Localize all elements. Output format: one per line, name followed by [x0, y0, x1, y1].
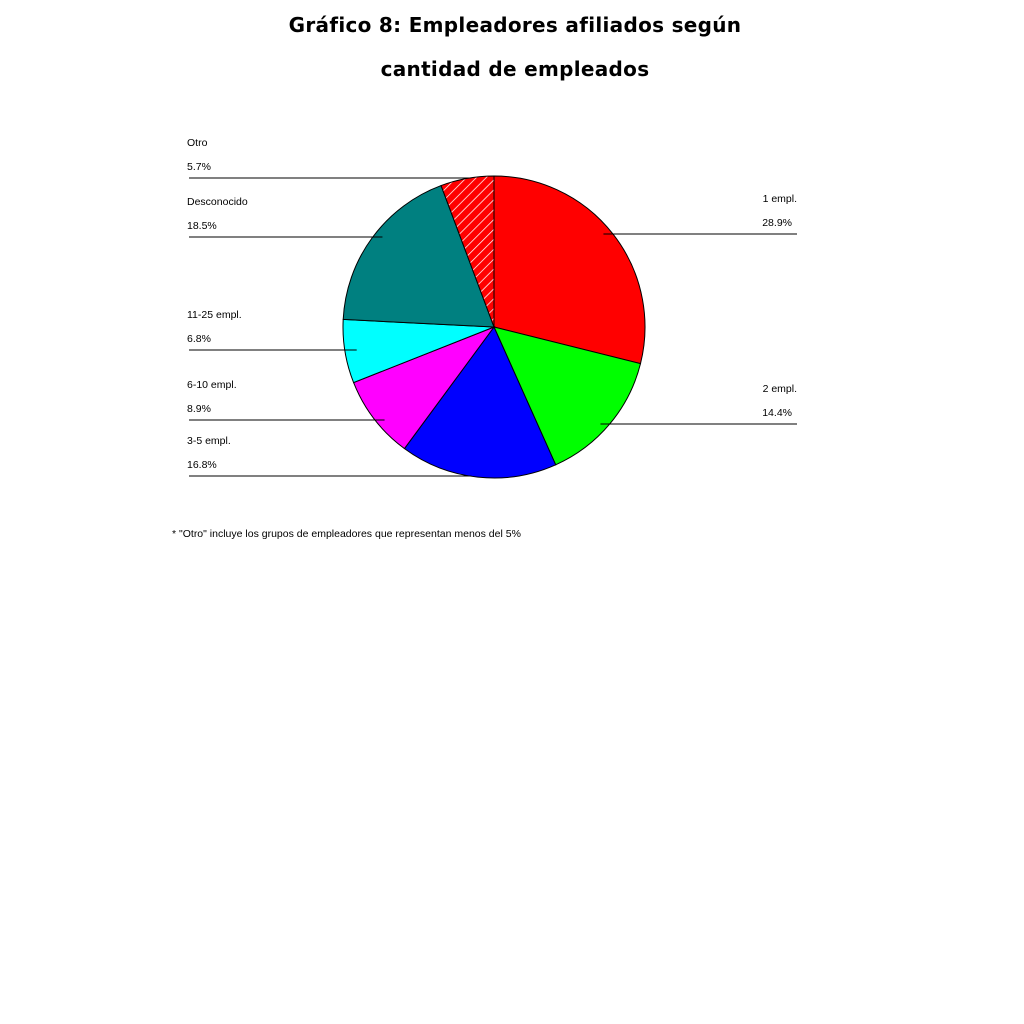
footnote: * "Otro" incluye los grupos de empleadores que representan menos del 5%: [172, 528, 521, 540]
chart-title: Gráfico 8: Empleadores afiliados según: [288, 13, 742, 37]
slice-label-5: Desconocido: [187, 196, 248, 208]
slice-value-label-6: 5.7%: [187, 161, 211, 173]
slice-value-label-0: 28.9%: [762, 217, 792, 229]
slice-value-label-2: 16.8%: [187, 459, 217, 471]
slice-value-label-3: 8.9%: [187, 403, 211, 415]
slice-label-0: 1 empl.: [762, 193, 797, 205]
slice-label-4: 11-25 empl.: [187, 309, 242, 321]
slice-label-3: 6-10 empl.: [187, 379, 237, 391]
slice-value-label-1: 14.4%: [762, 407, 792, 419]
slice-label-2: 3-5 empl.: [187, 435, 231, 447]
slice-value-label-4: 6.8%: [187, 333, 211, 345]
slice-label-1: 2 empl.: [762, 383, 797, 395]
slice-value-label-5: 18.5%: [187, 220, 217, 232]
slice-label-6: Otro: [187, 137, 208, 149]
chart-subtitle: cantidad de empleados: [380, 57, 650, 81]
